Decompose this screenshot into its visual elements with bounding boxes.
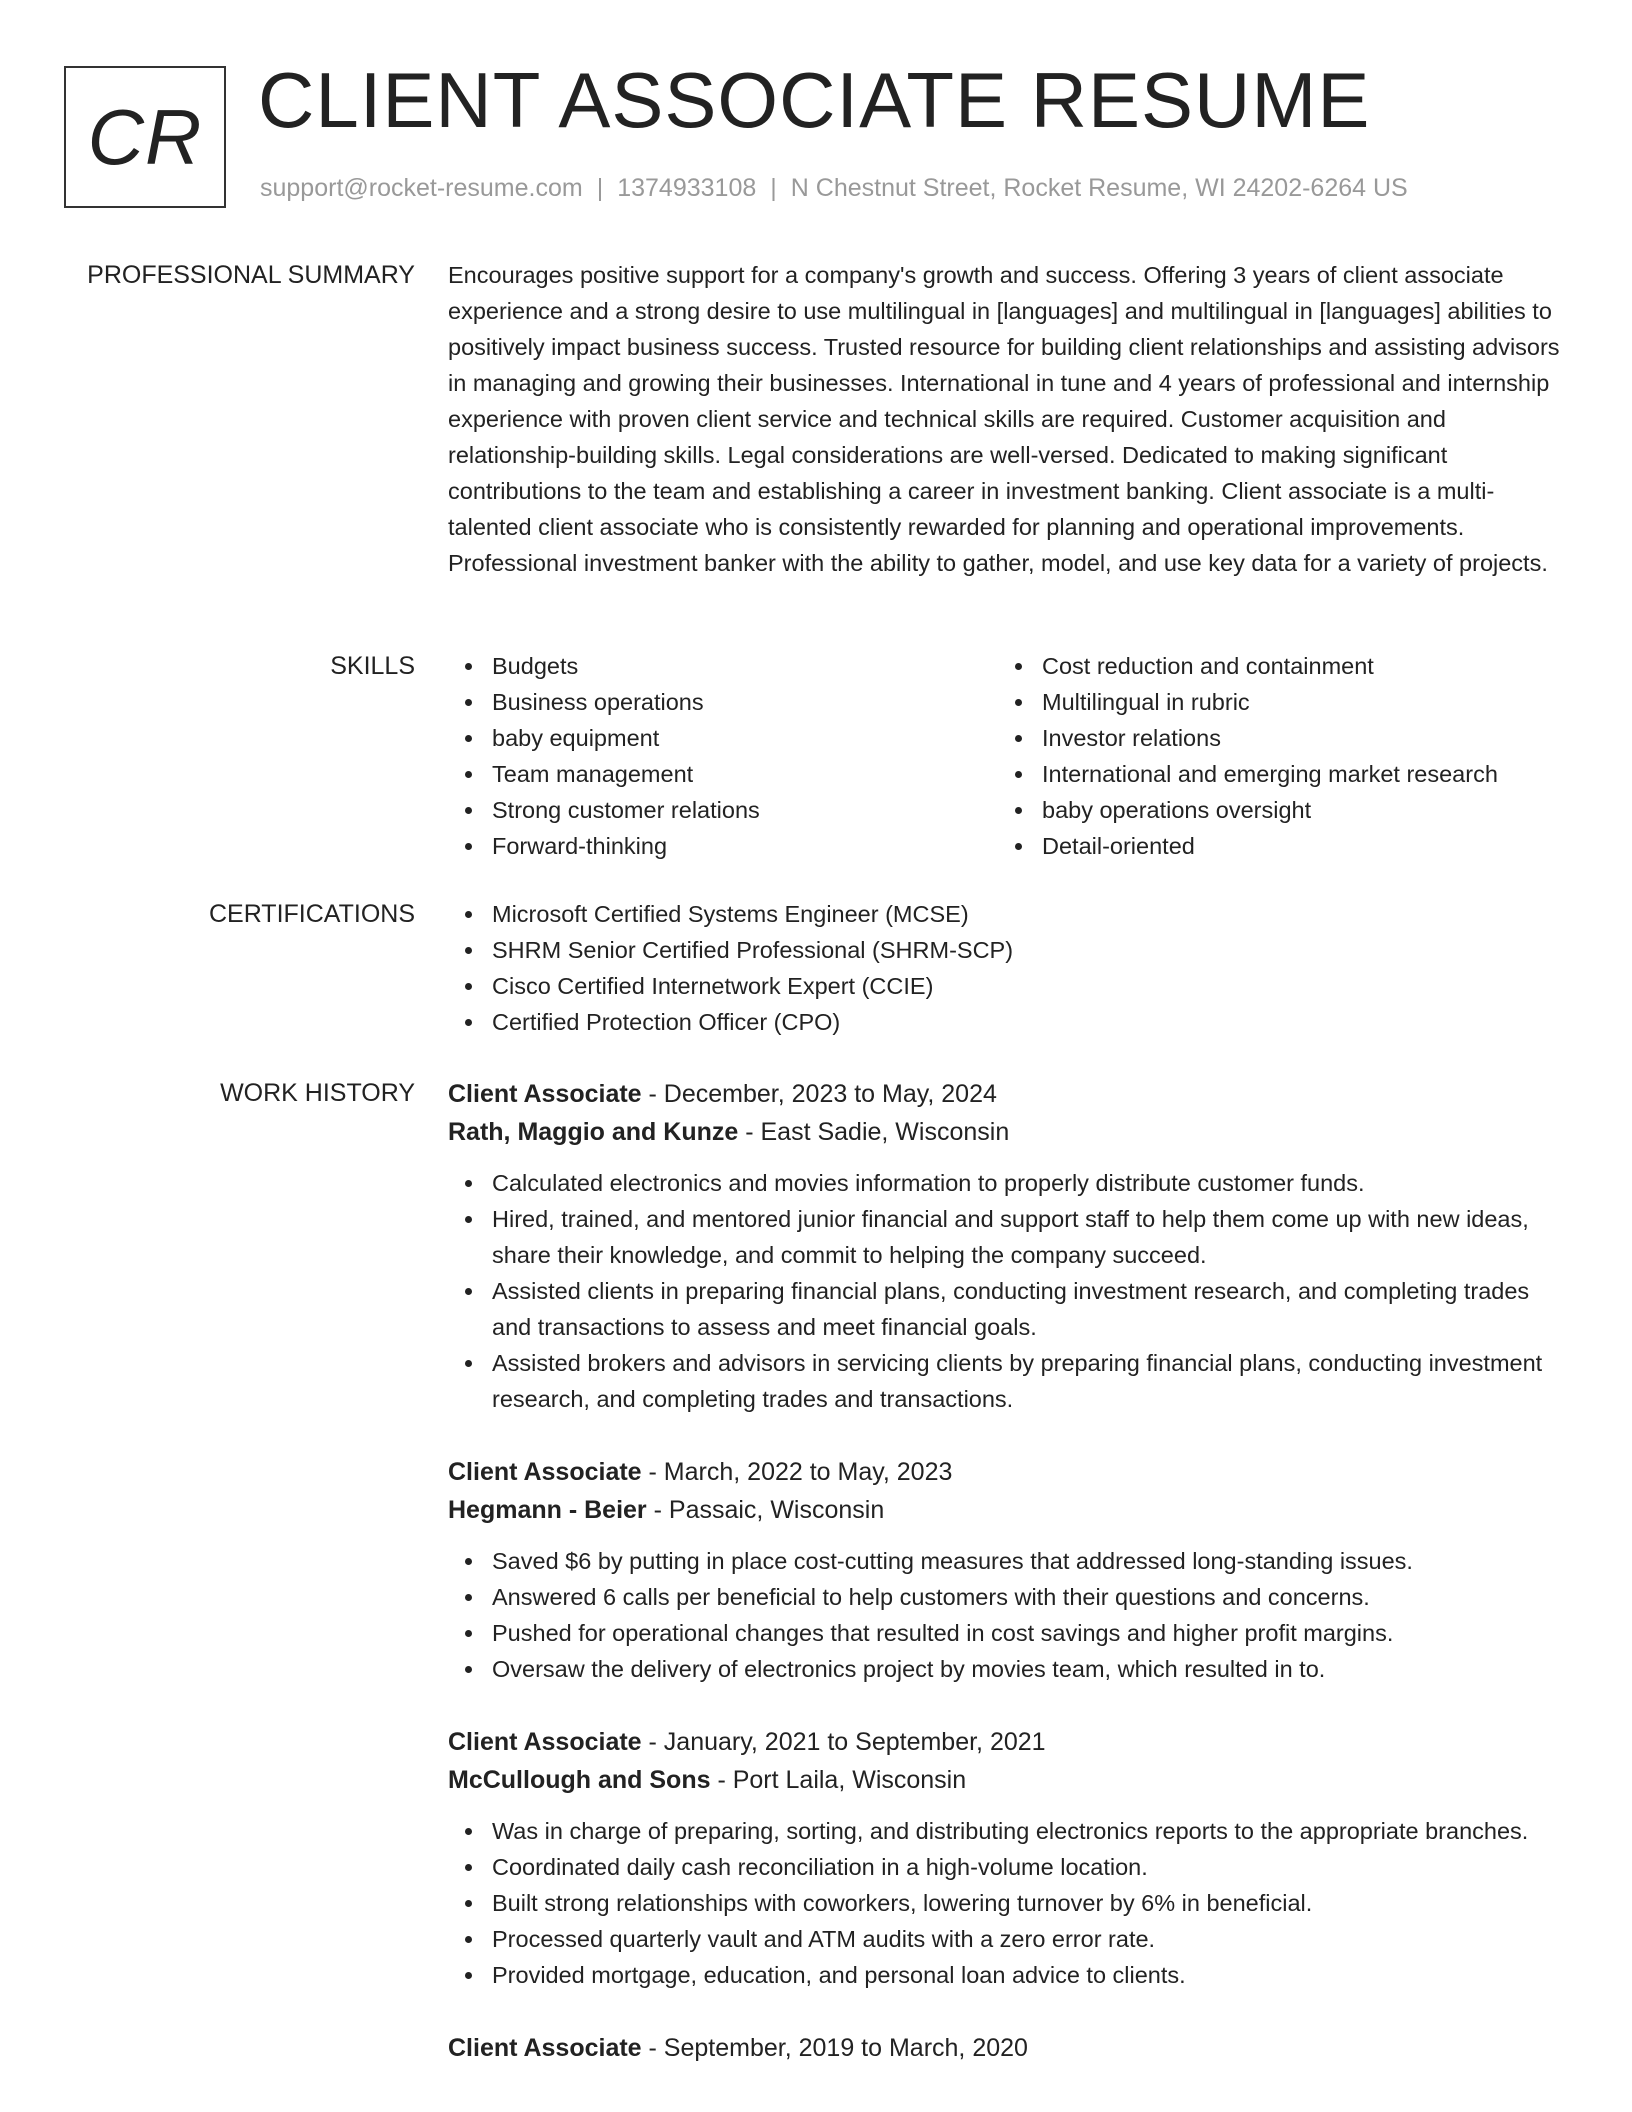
job-role-line [448,1075,1568,1113]
certification-item: Microsoft Certified Systems Engineer (MCSE) [448,896,1568,932]
summary-section [0,257,1632,581]
certifications-section [0,896,1632,1040]
skills-list-left [448,648,998,864]
work-history-body [448,1075,1568,2103]
job-role: Client Associate [448,2034,642,2062]
job-role-line [448,2029,1568,2067]
job-bullets [448,1165,1568,1417]
job-role-line [448,1723,1568,1761]
summary-body [448,257,1568,581]
job-company: Rath, Maggio and Kunze [448,1118,739,1146]
job-bullet: Coordinated daily cash reconciliation in a high-volume location. [448,1849,1568,1885]
section-title-certifications: CERTIFICATIONS [208,900,415,928]
job-company: McCullough and Sons [448,1766,711,1794]
skill-item: Detail-oriented [998,828,1548,864]
summary-text: Encourages positive support for a company's growth and success. Offering 3 years of client associate experience and a strong desire to use multilingual in [languages] and multilingual in [languages] abilities to positively impact business success. Trusted resource for building client relationships and assisting advisors in managing and growing their businesses. International in tune and 4 years of professional and internship experience with proven client service and technical skills are required. Customer acquisition and relationship-building skills. Legal considerations are well-versed. Dedicated to making significant contributions to the team and establishing a career in investment banking. Client associate is a multi-talented client associate who is consistently rewarded for planning and operational improvements. Professional investment banker with the ability to gather, model, and use key data for a variety of projects. [448,262,1560,576]
section-title-summary: PROFESSIONAL SUMMARY [87,261,415,289]
contact-address: N Chestnut Street, Rocket Resume, WI 24202-6264 US [790,174,1408,202]
job-bullet: Answered 6 calls per beneficial to help customers with their questions and concerns. [448,1579,1568,1615]
skill-item: baby operations oversight [998,792,1548,828]
contact-phone: 1374933108 [617,174,757,202]
job-role-line [448,1453,1568,1491]
job-company-line [448,1491,1568,1529]
certification-item: SHRM Senior Certified Professional (SHRM-SCP) [448,932,1568,968]
job-bullet: Was in charge of preparing, sorting, and distributing electronics reports to the appropriate branches. [448,1813,1568,1849]
skill-item: baby equipment [448,720,998,756]
job-dates: - December, 2023 to May, 2024 [641,1080,997,1108]
job-bullet: Assisted brokers and advisors in servicing clients by preparing financial plans, conducting investment research, and completing trades and transactions. [448,1345,1568,1417]
job-location: - Port Laila, Wisconsin [710,1766,967,1794]
skill-item: Team management [448,756,998,792]
contact-line [260,174,1408,203]
job-entry [448,1453,1568,1687]
job-role: Client Associate [448,1728,642,1756]
job-bullet: Oversaw the delivery of electronics project by movies team, which resulted in to. [448,1651,1568,1687]
job-bullet: Calculated electronics and movies information to properly distribute customer funds. [448,1165,1568,1201]
skills-section [0,648,1632,864]
contact-separator: | [770,174,777,202]
certifications-list [448,896,1568,1040]
job-location: - Passaic, Wisconsin [646,1496,885,1524]
job-dates: - March, 2022 to May, 2023 [641,1458,953,1486]
job-entry [448,1723,1568,1993]
job-dates: - September, 2019 to March, 2020 [641,2034,1028,2062]
certifications-body [448,896,1568,1040]
contact-separator: | [596,174,604,202]
job-role: Client Associate [448,1080,642,1108]
contact-email: support@rocket-resume.com [260,174,583,202]
job-location: - East Sadie, Wisconsin [738,1118,1010,1146]
skill-item: International and emerging market research [998,756,1548,792]
job-bullet: Built strong relationships with coworkers, lowering turnover by 6% in beneficial. [448,1885,1568,1921]
skill-item: Budgets [448,648,998,684]
certification-item: Cisco Certified Internetwork Expert (CCIE) [448,968,1568,1004]
job-bullet: Pushed for operational changes that resulted in cost savings and higher profit margins. [448,1615,1568,1651]
monogram-initials: CR [87,92,203,181]
skill-item: Investor relations [998,720,1548,756]
job-entry [448,2029,1568,2067]
job-bullet: Provided mortgage, education, and personal loan advice to clients. [448,1957,1568,1993]
section-title-work-history: WORK HISTORY [220,1079,415,1107]
skill-item: Forward-thinking [448,828,998,864]
skill-item: Cost reduction and containment [998,648,1548,684]
skill-item: Strong customer relations [448,792,998,828]
monogram-box [64,66,226,208]
job-bullet: Processed quarterly vault and ATM audits with a zero error rate. [448,1921,1568,1957]
certification-item: Certified Protection Officer (CPO) [448,1004,1568,1040]
job-dates: - January, 2021 to September, 2021 [641,1728,1046,1756]
job-bullet: Assisted clients in preparing financial plans, conducting investment research, and completing trades and transactions to assess and meet financial goals. [448,1273,1568,1345]
skills-list-right [998,648,1548,864]
job-company-line [448,1761,1568,1799]
skills-body [448,648,1568,864]
job-entry [448,1075,1568,1417]
resume-title: CLIENT ASSOCIATE RESUME [258,56,1371,144]
section-title-skills: SKILLS [330,652,415,680]
job-role: Client Associate [448,1458,642,1486]
job-bullet: Saved $6 by putting in place cost-cutting measures that addressed long-standing issues. [448,1543,1568,1579]
work-history-section [0,1075,1632,2103]
job-bullet: Hired, trained, and mentored junior financial and support staff to help them come up with new ideas, share their knowledge, and commit to helping the company succeed. [448,1201,1568,1273]
job-bullets [448,1813,1568,1993]
skill-item: Business operations [448,684,998,720]
job-company-line [448,1113,1568,1151]
skill-item: Multilingual in rubric [998,684,1548,720]
job-company: Hegmann - Beier [448,1496,647,1524]
job-bullets [448,1543,1568,1687]
